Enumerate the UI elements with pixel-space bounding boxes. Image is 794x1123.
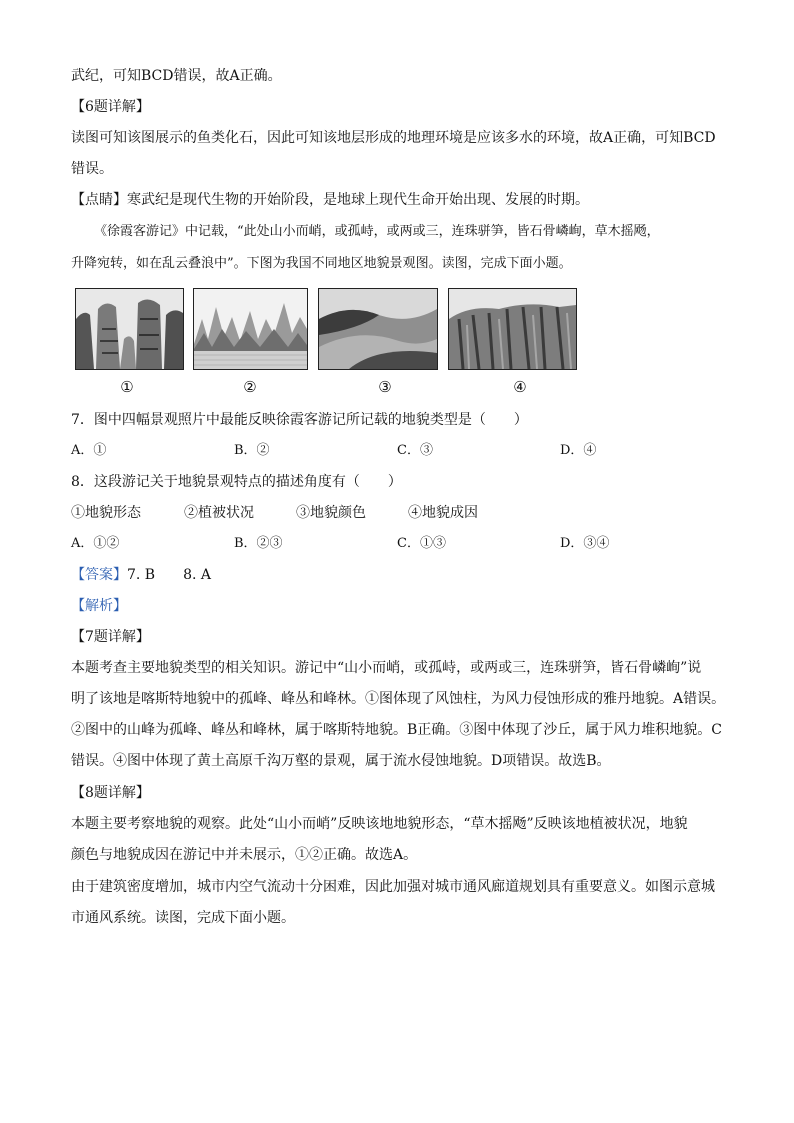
answer-tag: 【答案】 <box>71 567 127 583</box>
q8-option-c: C．①③ <box>397 536 446 551</box>
photo-caption-1: ① <box>120 378 134 396</box>
text-line: 错误。④图中体现了黄土高原千沟万壑的景观，属于流水侵蚀地貌。D项错误。故选B。 <box>71 753 611 769</box>
text-line: 本题考查主要地貌类型的相关知识。游记中“山小而峭，或孤峙，或两或三，连珠骈笋，皆石骨嶙峋”说 <box>71 660 702 676</box>
question-7-stem: 7．图中四幅景观照片中最能反映徐霞客游记所记载的地貌类型是（ ） <box>71 412 528 428</box>
text-line: 读图可知该图展示的鱼类化石，因此可知该地层形成的地理环境是应该多水的环境，故A正确，可知BCD <box>71 130 716 146</box>
text-line: 武纪，可知BCD错误，故A正确。 <box>71 68 282 84</box>
photo-caption-3: ③ <box>378 378 392 396</box>
q8-option-b: B．②③ <box>234 536 283 551</box>
q8-option-a: A．①② <box>71 536 120 551</box>
analysis-tag: 【解析】 <box>71 598 127 614</box>
q7-option-b: B．② <box>234 443 270 458</box>
q7-option-d: D．④ <box>560 443 597 458</box>
landform-photo-1 <box>75 288 184 370</box>
section-heading: 【7题详解】 <box>71 629 150 645</box>
text-line: 错误。 <box>71 161 113 177</box>
landform-photo-4 <box>448 288 577 370</box>
q7-option-a: A．① <box>71 443 107 458</box>
text-line: 由于建筑密度增加，城市内空气流动十分困难，因此加强对城市通风廊道规划具有重要意义。如图示意城 <box>71 879 715 895</box>
landform-photo-3 <box>318 288 438 370</box>
quote-line: 《徐霞客游记》中记载，“此处山小而峭，或孤峙，或两或三，连珠骈笋，皆石骨嶙峋，草木摇飏， <box>94 224 660 239</box>
section-heading: 【8题详解】 <box>71 785 150 801</box>
note-line: 【点睛】寒武纪是现代生物的开始阶段，是地球上现代生命开始出现、发展的时期。 <box>71 192 589 208</box>
answer-line <box>71 565 211 585</box>
section-heading: 【6题详解】 <box>71 99 150 115</box>
text-line: 市通风系统。读图，完成下面小题。 <box>71 910 295 926</box>
q8-option-d: D．③④ <box>560 536 610 551</box>
text-line: 颜色与地貌成因在游记中并未展示，①②正确。故选A。 <box>71 847 418 863</box>
answer-text: 7. B 8. A <box>127 567 212 583</box>
q8-item-2: ②植被状况 <box>184 505 254 521</box>
question-8-stem: 8．这段游记关于地貌景观特点的描述角度有（ ） <box>71 474 402 490</box>
text-line: 本题主要考察地貌的观察。此处“山小而峭”反映该地地貌形态，“草木摇飏”反映该地植被状况，地貌 <box>71 816 688 832</box>
photo-caption-4: ④ <box>513 378 527 396</box>
q7-option-c: C．③ <box>397 443 433 458</box>
q8-item-3: ③地貌颜色 <box>296 505 366 521</box>
photo-caption-2: ② <box>243 378 257 396</box>
quote-line: 升降宛转，如在乱云叠浪中”。下图为我国不同地区地貌景观图。读图，完成下面小题。 <box>71 256 572 271</box>
q8-item-1: ①地貌形态 <box>71 505 141 521</box>
text-line: ②图中的山峰为孤峰、峰丛和峰林，属于喀斯特地貌。B正确。③图中体现了沙丘，属于风力堆积地貌。C <box>71 722 722 738</box>
landform-photo-2 <box>193 288 308 370</box>
q8-item-4: ④地貌成因 <box>408 505 478 521</box>
text-line: 明了该地是喀斯特地貌中的孤峰、峰丛和峰林。①图体现了风蚀柱，为风力侵蚀形成的雅丹地貌。A错误。 <box>71 691 726 707</box>
